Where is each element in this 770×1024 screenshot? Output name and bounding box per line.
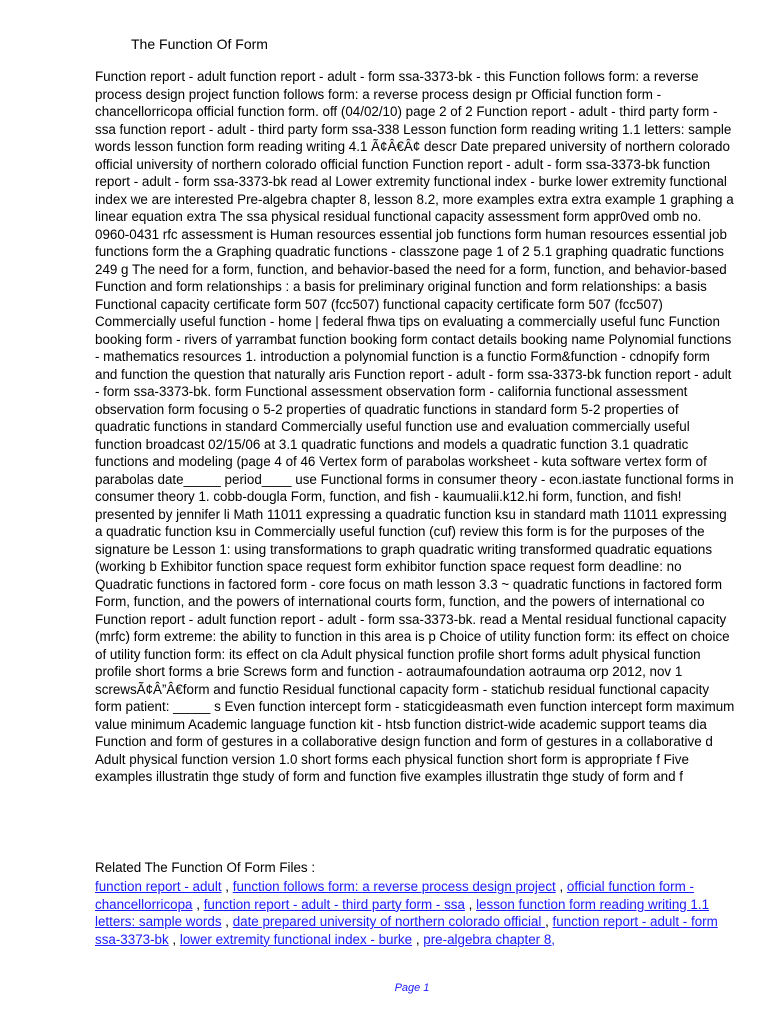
related-link[interactable]: pre-algebra chapter 8,	[423, 931, 556, 947]
related-link[interactable]: date prepared university of northern colorado official	[232, 914, 546, 929]
related-files-links	[95, 878, 735, 948]
link-separator: ,	[545, 914, 553, 929]
related-link[interactable]: function report - adult	[95, 879, 222, 894]
document-body-text: Function report - adult function report - adult - form ssa-3373-bk - this Function follows form: a reverse process design project function follows form: a reverse process design pr Official function form - chancellorricopa official function form. off (04/02/10) page 2 of 2 Function report - adult - third party form - ssa function report - adult - third party form ssa-338 Lesson function form reading writing 1.1 letters: sample words lesson function form reading writing 4.1 Ã¢Â€Â¢ descr Date prepared university of northern colorado official university of northern colorado official function Function report - adult - form ssa-3373-bk function report - adult - form ssa-3373-bk read al Lower extremity functional index - burke lower extremity functional index we are interested Pre-algebra chapter 8, lesson 8.2, more examples extra extra example 1 graphing a linear equation extra The ssa physical residual functional capacity assessment form appr0ved omb no. 0960-0431 rfc assessment is Human resources essential job functions form human resources essential job functions form the a Graphing quadratic functions - classzone page 1 of 2 5.1 graphing quadratic functions 249 g The need for a form, function, and behavior-based the need for a form, function, and behavior-based Function and form relationships : a basis for preliminary original function and form relationships: a basis Functional capacity certificate form 507 (fcc507) functional capacity certificate form 507 (fcc507) Commercially useful function - home | federal fhwa tips on evaluating a commercially useful func Function booking form - rivers of yarrambat function booking form contact details booking name Polynomial functions - mathematics resources 1. introduction a polynomial function is a functio Form&function - cdnopify form and function the question that naturally aris Function report - adult - form ssa-3373-bk function report - adult - form ssa-3373-bk. form Functional assessment observation form - california functional assessment observation form focusing o 5-2 properties of quadratic functions in standard form 5-2 properties of quadratic functions in standard Commercially useful function use and evaluation commercially useful function broadcast 02/15/06 at 3.1 quadratic functions and models a quadratic function 3.1 quadratic functions and modeling (page 4 of 46 Vertex form of parabolas worksheet - kuta software vertex form of parabolas date_____ period____ use Functional forms in consumer theory - econ.iastate functional forms in consumer theory 1. cobb-dougla Form, function, and fish - kaumualii.k12.hi form, function, and fish! presented by jennifer li Math 11011 expressing a quadratic function ksu in standard math 11011 expressing a quadratic function ksu in Commercially useful function (cuf) review this form is for the purposes of the signature be Lesson 1: using transformations to graph quadratic writing transformed quadratic equations (working b Exhibitor function space request form exhibitor function space request form deadline: no Quadratic functions in factored form - core focus on math lesson 3.3 ~ quadratic functions in factored form Form, function, and the powers of international courts form, function, and the powers of international co Function report - adult function report - adult - form ssa-3373-bk. read a Mental residual functional capacity (mrfc) form extreme: the ability to function in this area is p Choice of utility function form: its effect on choice of utility function form: its effect on cla Adult physical function profile short forms adult physical function profile short forms a brie Screws form and function - aotraumafoundation aotrauma orp 2012, nov 1 screwsÃ¢Â”Â€form and functio Residual functional capacity form - statichub residual functional capacity form patient: _____ s Even function intercept form - staticgideasmath even function intercept form maximum value minimum Academic language function kit - htsb function district-wide academic support teams dia Function and form of gestures in a collaborative design function and form of gestures in a collaborative d Adult physical function version 1.0 short forms each physical function short form is appropriate f Five examples illustratin thge study of form and function five examples illustratin thge study of form and f	[95, 69, 735, 784]
link-separator: ,	[221, 914, 233, 929]
link-separator: ,	[464, 896, 477, 912]
document-title: The Function Of Form	[131, 36, 268, 52]
link-separator: ,	[221, 879, 233, 894]
link-separator: ,	[192, 896, 204, 912]
related-link[interactable]: function follows form: a reverse process design project	[232, 879, 556, 894]
related-link[interactable]: function report - adult - form ssa-3373-bk	[95, 914, 718, 947]
related-link[interactable]: official function form - chancellorricopa	[95, 879, 694, 912]
link-separator: ,	[168, 931, 180, 947]
related-files-heading: Related The Function Of Form Files :	[95, 860, 316, 875]
related-link[interactable]: function report - adult - third party form - ssa	[203, 896, 465, 912]
page-number: Page 1	[394, 982, 430, 994]
related-link[interactable]: lesson function form reading writing 1.1 letters: sample words	[95, 896, 710, 929]
link-separator: ,	[555, 879, 567, 894]
link-separator: ,	[412, 931, 424, 947]
related-link[interactable]: lower extremity functional index - burke	[179, 931, 413, 947]
